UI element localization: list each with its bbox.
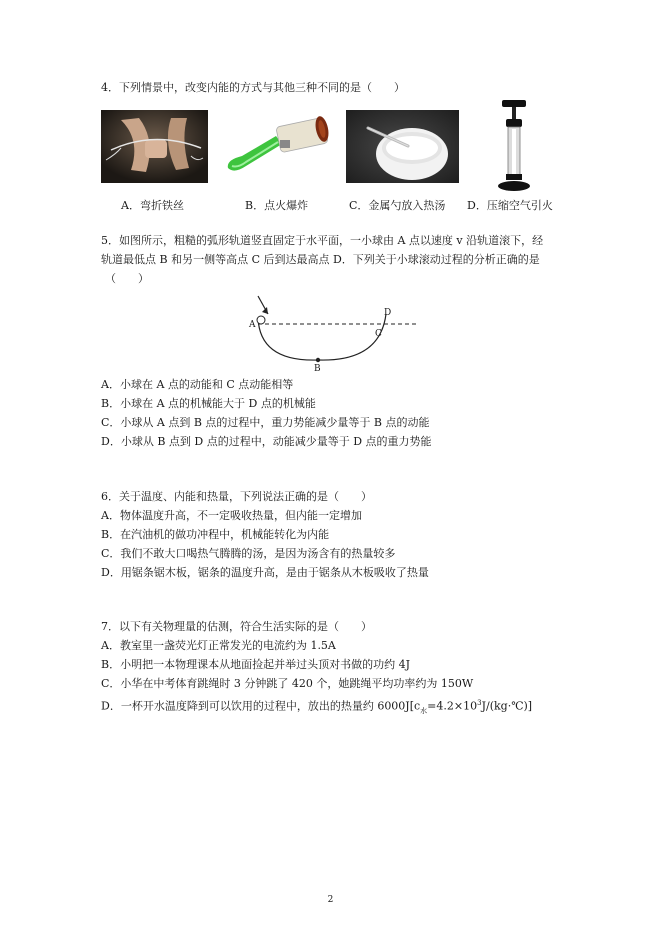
q7-stem: 7．以下有关物理量的估测，符合生活实际的是（ ） [101,620,372,633]
point-b-label: B [314,364,321,374]
q7-option-d [101,696,532,718]
arc-track-figure [240,292,430,372]
point-d-label: D [384,308,392,318]
q7-option-d-text: D．一杯开水温度降到可以饮用的过程中，放出的热量约 6000J[c [101,699,421,713]
q7-option-d-tail-b: J/(kg·℃)] [481,699,533,713]
water-subscript: 水 [420,706,428,715]
q7-option-a: A．教室里一盏荧光灯正常发光的电流约为 1.5A [101,639,336,652]
point-c-label: C [375,329,382,339]
q4-option-c: C．金属勺放入热汤 [349,199,446,212]
q6-option-c: C．我们不敢大口喝热气腾腾的汤，是因为汤含有的热量较多 [101,547,396,560]
q5-stem-line1: 5．如图所示，粗糙的弧形轨道竖直固定于水平面，一小球由 A 点以速度 v 沿轨道滚下，经 [101,234,544,247]
exponent: 3 [477,699,482,707]
q6-option-b: B．在汽油机的做功冲程中，机械能转化为内能 [101,528,330,541]
q4-option-b: B．点火爆炸 [245,199,309,212]
spoon-in-hot-soup-photo [346,110,459,183]
q4-option-d: D．压缩空气引火 [467,199,553,212]
page-number: 2 [327,895,334,905]
point-a-label: A [249,320,256,330]
q5-option-b: B．小球在 A 点的机械能大于 D 点的机械能 [101,397,316,410]
q7-option-d-tail-a: =4.2×10 [427,699,478,713]
q4-stem: 4．下列情景中，改变内能的方式与其他三种不同的是（ ） [101,81,405,94]
q5-option-a: A．小球在 A 点的动能和 C 点动能相等 [101,378,294,391]
q5-stem-line3: （ ） [105,272,149,285]
ignition-explosion-device [222,110,334,183]
air-compression-igniter [494,98,534,193]
q5-option-d: D．小球从 B 点到 D 点的过程中，动能减少量等于 D 点的重力势能 [101,435,432,448]
q6-option-d: D．用锯条锯木板，锯条的温度升高，是由于锯条从木板吸收了热量 [101,566,429,579]
bending-wire-photo [101,110,208,183]
q7-option-b: B．小明把一本物理课本从地面捡起并举过头顶对书做的功约 4J [101,658,410,671]
q4-option-a: A．弯折铁丝 [121,199,184,212]
q6-stem: 6．关于温度、内能和热量，下列说法正确的是（ ） [101,490,372,503]
q6-option-a: A．物体温度升高，不一定吸收热量，但内能一定增加 [101,509,362,522]
q7-option-c: C．小华在中考体育跳绳时 3 分钟跳了 420 个，她跳绳平均功率约为 150W [101,677,474,690]
q5-option-c: C．小球从 A 点到 B 点的过程中，重力势能减少量等于 B 点的动能 [101,416,430,429]
q5-stem-line2: 轨道最低点 B 和另一侧等高点 C 后到达最高点 D．下列关于小球滚动过程的分析正确的是 [101,253,540,266]
